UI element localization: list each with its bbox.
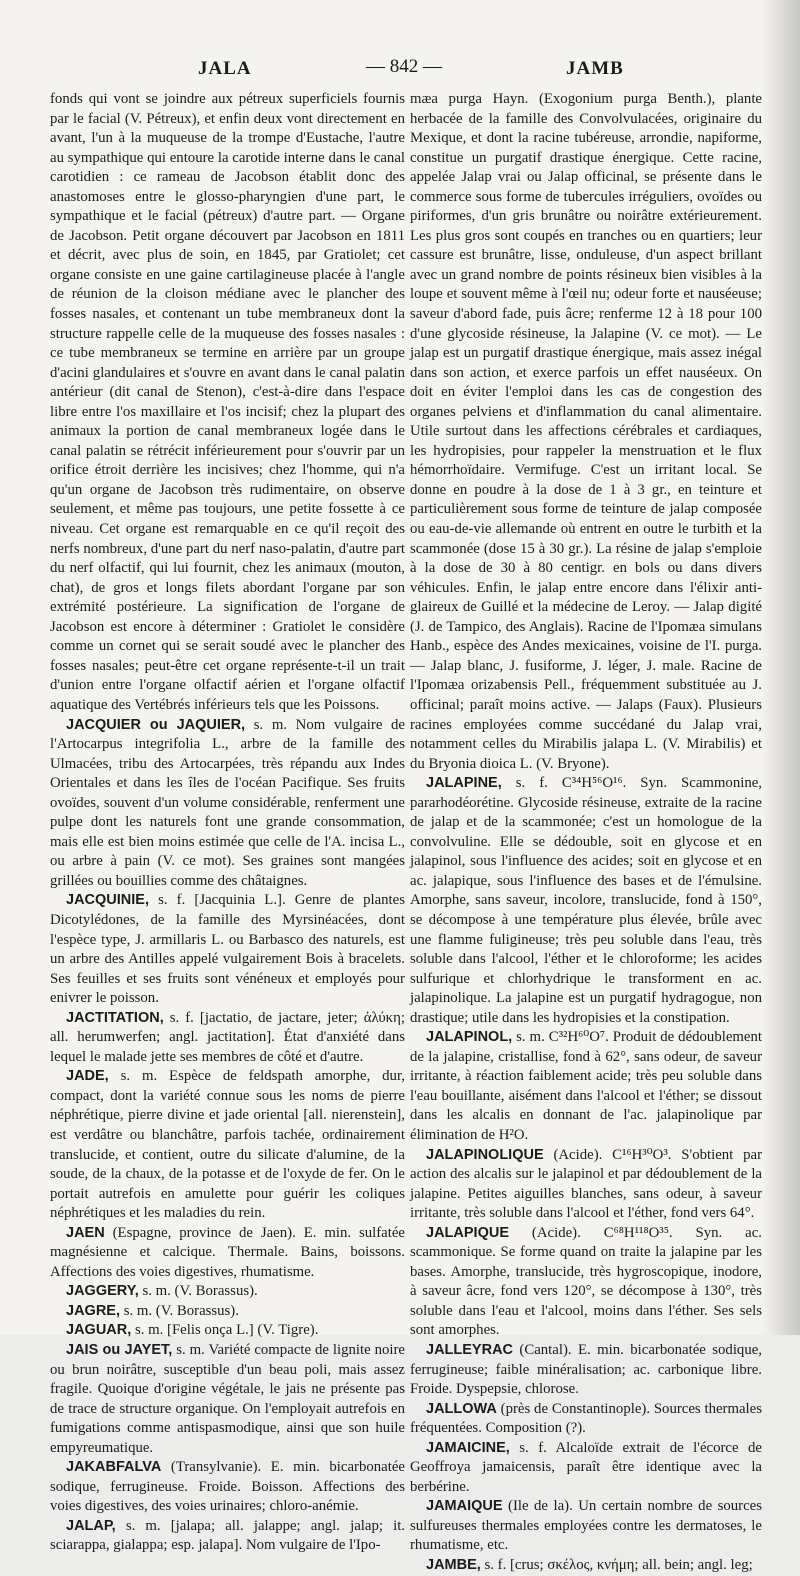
entry-text: s. f. Alcaloïde extrait de l'écorce de Geoffroya jamaicensis, paraît être identique avec la berbérine. [410,1439,762,1495]
entry-text: (Cantal). E. min. bicarbonatée sodique, ferrugineuse; faible minéralisation; ac. carbonique libre. Froide. Dyspepsie, chlorose. [410,1342,762,1398]
dictionary-entry [410,1146,762,1224]
entry-text: s. m. Variété compacte de lignite noire ou brun noirâtre, susceptible d'un beau poli, mais assez fragile. Quoique d'origine végétale, le jais ne présente pas de trace de structure organique. On l'employait autrefois en fumigations comme antispasmodique, ainsi que son huile empyreumatique. [50,1342,405,1456]
entry-text: (Ile de la). Un certain nombre de sources sulfureuses thermales employées contre les dermatoses, le rhumatisme, etc. [410,1498,762,1554]
entry-headword: JAMAIQUE [426,1498,503,1515]
entry-continuation [410,90,762,774]
entry-text: s. m. C³²H⁶⁰O⁷. Produit de dédoublement de la jalapine, cristallise, fond à 62°, sans odeur, de saveur irritante, à réaction faiblement acide; très peu soluble dans l'eau bouillante, aisément dans l'alcool et l'éther; se dissout dans les alcalis en donnant de l'ac. jalapinolique par élimination de H²O. [410,1029,762,1143]
entry-text: (Transylvanie). E. min. bicarbonatée sodique, ferrugineuse. Froide. Boisson. Affections des voies digestives, des voies urinaires; chloro-anémie. [50,1459,405,1515]
page-number: — 842 — [366,56,442,77]
entry-text: s. f. C³⁴H⁵⁶O¹⁶. Syn. Scammonine, pararhodéorétine. Glycoside résineuse, extraite de la racine de jalap et de la scammonée; c'est un homologue de la convolvuline. Elle se dédouble, soit en glycose et en jalapinol, sous l'influence des acides; soit en glycose et en ac. jalapique, sous l'influence des bases et de l'émulsine. Amorphe, sans saveur, incolore, translucide, fond à 150°, se décompose à une température plus élevée, brûle avec une flamme fuligineuse; très peu soluble dans l'eau, très soluble dans l'alcool, l'éther et le chloroforme; les acides sulfurique et chlorhydrique le transforment en ac. jalapinolique. La jalapine est un purgatif hydragogue, non drastique; utile dans les hydropisies et la constipation. [410,775,762,1026]
entry-headword: JADE, [66,1068,109,1085]
entry-headword: JALLEYRAC [426,1342,514,1358]
dictionary-entry [50,891,405,1008]
entry-headword: JALAPINOL, [426,1029,513,1046]
entry-text: (près de Constantinople). Sources thermales fréquentées. Composition (?). [410,1400,762,1437]
dictionary-entry [410,1497,762,1556]
entry-headword: JAKABFALVA [66,1459,162,1476]
entry-continuation [50,90,405,716]
dictionary-entry [50,1458,405,1517]
dictionary-entry [50,1302,405,1322]
entry-headword: JALLOWA [426,1400,497,1417]
dictionary-entry [50,1341,405,1458]
entry-text: s. m. (V. Borassus). [120,1302,239,1319]
entry-headword: JAGRE, [66,1302,120,1319]
entry-text: s. f. [jactatio, de jactare, jeter; ἀλύκη; all. herumwerfen; angl. jactitation]. État d'anxiété dans lequel le malade jette ses membres de côté et d'autre. [50,1009,405,1065]
entry-text: s. f. [crus; σκέλος, κνήμη; all. bein; angl. leg; [480,1557,753,1574]
dictionary-entry [410,1028,762,1145]
dictionary-entry [50,1067,405,1223]
entry-headword: JAGGERY, [66,1283,139,1300]
right-column [410,90,762,1576]
entry-headword: JACQUINIE, [66,892,149,909]
dictionary-entry [410,1341,762,1400]
entry-text: s. m. Nom vulgaire de l'Artocarpus integrifolia L., arbre de la famille des Ulmacées, tribu des Artocarpées, très répandu aux Indes Orientales et dans les îles de l'océan Pacifique. Ses fruits ovoïdes, souvent d'un volume considérable, renferment une pulpe dont les naturels font une grande consommation, mais elle est bien moins estimée que celle de l'A. incisa L., ou arbre à pain (V. ce mot). Ses graines sont mangées grillées ou bouillies comme des châtaignes. [50,716,406,889]
dictionary-entry [410,1556,762,1576]
entry-text: mæa purga Hayn. (Exogonium purga Benth.), plante herbacée de la famille des Convolvulacées, originaire du Mexique, et dont la racine tubéreuse, arrondie, napiforme, constitue un purgatif drastique énergique. Cette racine, appelée Jalap vrai ou Jalap officinal, se présente dans le commerce sous forme de tubercules irréguliers, ovoïdes ou piriformes, d'un gris brunâtre ou noirâtre extérieurement. Les plus gros sont coupés en tranches ou en quartiers; leur cassure est brunâtre, lisse, onduleuse, d'un aspect brillant avec un grand nombre de points résineux bien visibles à la loupe et souvent même à l'œil nu; odeur forte et nauséeuse; saveur d'abord fade, puis âcre; renferme 12 à 18 pour 100 d'une glycoside résineuse, la Jalapine (V. ce mot). — Le jalap est un purgatif drastique énergique, mais assez inégal dans son action, et exerce parfois un effet nauséeux. On doit en éviter l'emploi dans les cas de congestion des organes pelviens et d'inflammation du canal alimentaire. Utile surtout dans les affections cérébrales et cardiaques, les hydropisies, pour rappeler la menstruation et le flux hémorrhoïdaire. Vermifuge. C'est un irritant local. Se donne en poudre à la dose de 1 à 3 gr., en teinture et particulièrement sous forme de teinture de jalap composée ou eau-de-vie allemande où entrent en outre le turbith et la scammonée (dose 15 à 30 gr.). La résine de jalap s'emploie à la dose de 30 à 80 centigr. en bols ou dans divers véhicules. Enfin, le jalap entre encore dans l'élixir anti-glaireux de Guillé et la médecine de Leroy. — Jalap digité (J. de Tampico, des Anglais). Racine de l'Ipomæa simulans Hanb., espèce des Andes mexicaines, voisine de l'I. purga. — Jalap blanc, J. fusiforme, J. léger, J. male. Racine de l'Ipomæa orizabensis Pell., fréquemment substituée au J. officinal; paraît moins active. — Jalaps (Faux). Plusieurs racines employées comme succédané du Jalap vrai, notamment celles du Mirabilis jalapa L. (V. Mirabilis) et du Bryonia dioica L. (V. Bryone). [410,91,762,772]
entry-text: s. f. [Jacquinia L.]. Genre de plantes Dicotylédones, de la famille des Myrsinéacées, dont l'espèce type, J. armillaris L. ou Barbasco des naturels, est un arbre des Antilles appelé vulgairement Bois à bracelets. Ses feuilles et ses fruits sont vénéneux et employés pour enivrer le poisson. [50,892,405,1007]
entry-headword: JACTITATION, [66,1009,164,1026]
dictionary-entry [50,1009,405,1068]
dictionary-entry [50,1321,405,1341]
entry-headword: JALAPINOLIQUE [426,1146,544,1163]
dictionary-entry [410,1224,762,1341]
page-edge-shadow [762,0,800,1335]
dictionary-entry [410,1439,762,1498]
entry-text: s. m. (V. Borassus). [138,1283,258,1300]
entry-text: fonds qui vont se joindre aux pétreux superficiels fournis par le facial (V. Pétreux), et enfin deux vont directement en avant, l'un à la muqueuse de la trompe d'Eustache, l'autre au sympathique qui entoure la carotide interne dans le canal carotidien : ce rameau de Jacobson établit donc des anastomoses entre le glosso-pharyngien d'une part, le sympathique et le facial (pétreux) d'autre part. — Organe de Jacobson. Petit organe découvert par Jacobson en 1811 et décrit, avec plus de soin, en 1845, par Gratiolet; cet organe consiste en une gaine cartilagineuse placée à l'angle de réunion de la cloison médiane avec le plancher des fosses nasales, et contenant un tube membraneux dont la structure rappelle celle de la muqueuse des fosses nasales : ce tube membraneux se termine en arrière par un groupe d'acini glandulaires et s'ouvre en avant dans le canal palatin antérieur (dit canal de Stenon), c'est-à-dire dans l'espace libre entre l'os maxillaire et l'os incisif; chez la plupart des animaux la portion de canal membraneux logée dans le canal palatin se rétrécit inférieurement pour s'ouvrir par un orifice étroit derrière les incisives; chez l'homme, qui n'a qu'un organe de Jacobson très rudimentaire, on observe seulement, et même pas toujours, une petite fossette à ce niveau. Cet organe est remarquable en ce qu'il reçoit des nerfs nombreux, d'une part du nerf naso-palatin, d'autre part du nerf olfactif, qui lui fournit, chez les animaux (mouton, chat), de gros et longs filets abordant l'organe par son extrémité postérieure. La signification de l'organe de Jacobson est encore à déterminer : Gratiolet le considère comme un cornet qui se serait soudé avec le plancher des fosses nasales; peut-être cet organe représente-t-il un trait d'union entre l'organe olfactif aérien et l'organe olfactif aquatique des Vertébrés inférieurs tels que les Poissons. [50,91,405,713]
entry-headword: JAMAICINE, [426,1439,510,1456]
entry-headword: JALAPINE, [426,775,502,792]
entry-text: (Acide). C⁶⁸H¹¹⁸O³⁵. Syn. ac. scammonique. Se forme quand on traite la jalapine par les bases. Amorphe, translucide, très hygroscopique, inodore, à saveur âcre, fond vers 120°, se décompose à 130°, très soluble dans l'eau et l'alcool, moins dans l'éther. Ses sels sont amorphes. [410,1224,762,1339]
entry-headword: JAIS ou JAYET, [66,1342,173,1358]
dictionary-entry [50,1224,405,1283]
entry-headword: JALAP, [66,1517,116,1534]
entry-headword: JAEN [66,1224,105,1241]
entry-text: (Espagne, province de Jaen). E. min. sulfatée magnésienne et calcique. Thermale. Bains, boissons. Affections des voies digestives, rhumatisme. [50,1224,405,1280]
entry-headword: JAMBE, [426,1557,481,1574]
entry-text: s. m. [jalapa; all. jalappe; angl. jalap; it. sciarappa, gialappa; esp. jalapa]. Nom vulgaire de l'Ipo- [50,1517,405,1554]
entry-headword: JAGUAR, [66,1322,132,1339]
dictionary-entry [50,1517,405,1556]
left-column [50,90,405,1556]
entry-headword: JALAPIQUE [426,1224,509,1241]
dictionary-entry [50,716,405,892]
dictionary-entry [410,774,762,1028]
entry-text: s. m. Espèce de feldspath amorphe, dur, compact, dont la variété connue sous les noms de pierre néphrétique, pierre divine et jade oriental [all. nierenstein], est verdâtre ou blanchâtre, parfois tachée, ordinairement translucide, et contient, outre du silicate d'alumine, de la soude, de la chaux, de la potasse et de l'oxyde de fer. On le portait autrefois en amulette pour guérir les coliques néphrétiques et les maladies du rein. [50,1068,405,1222]
entry-text: (Acide). C¹⁶H³⁰O³. S'obtient par action des alcalis sur le jalapinol et par dédoublement de la jalapine. Petites aiguilles blanches, sans odeur, à saveur irritante, très soluble dans l'alcool et l'éther, fond vers 64°. [410,1146,762,1222]
header-left-word: JALA [198,58,252,79]
running-header [0,48,800,88]
dictionary-entry [410,1400,762,1439]
dictionary-entry [50,1282,405,1302]
header-right-word: JAMB [566,58,624,79]
entry-text: s. m. [Felis onça L.] (V. Tigre). [131,1322,319,1339]
entry-headword: JACQUIER ou JAQUIER, [66,716,246,733]
